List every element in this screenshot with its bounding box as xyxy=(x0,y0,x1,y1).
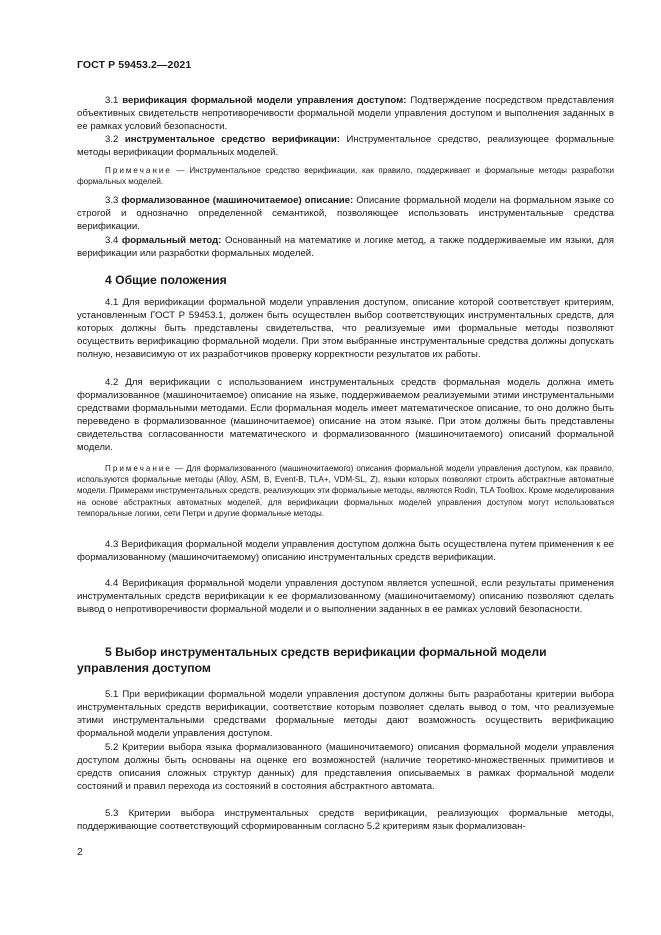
paragraph-4-4: 4.4 Верификация формальной модели управления доступом является успешной, если результаты применения инструментальных средств верификации к ее формализованному (машиночитаемому) описанию позволяют сделать вывод о непротиворечивости формальной модели и о выполнении заданных в ее рамках условий безопасности. xyxy=(77,578,614,615)
paragraph-5-2: 5.2 Критерии выбора языка формализованного (машиночитаемого) описания формальной модели управления доступом должны быть основаны на оценке его возможностей (наличие теоретико-множественных примитивов и средств описания сложных структур данных) для представления описываемых в рамках формальной модели состояний и правил перехода из состояний в состояния абстрактного автомата. xyxy=(77,742,614,792)
note-text: — Для формализованного (машиночитаемого) описания формальной модели управления доступом, как правило, используются формальные методы (Alloy, ASM, B, Event-B, TLA+, VDM-SL, Z), языки которых позволяют строить абстрактные автоматные модели. Примерами инструментальных средств, реализующих эти формальные методы, являются Rodin, TLA Toolbox. Кроме моделирования на основе абстрактных автоматных моделей, для верификации формальных моделей управления доступом могут использоваться темпоральные логики, сети Петри и другие формальные методы. xyxy=(77,464,614,518)
note-2 xyxy=(77,463,614,519)
note-label: Примечание xyxy=(105,166,172,175)
note-1 xyxy=(77,165,614,187)
document-header: ГОСТ Р 59453.2—2021 xyxy=(77,59,192,71)
term-name: верификация формальной модели управления доступом: xyxy=(122,95,407,106)
term-definition: Основанный на математике и логике метод, а также поддерживаемые им языки, для верификации или разработки формальных моделей. xyxy=(77,235,615,259)
note-label: Примечание xyxy=(105,464,172,473)
note-text: — Инструментальное средство верификации, как правило, поддерживает и формальные методы разработки формальных моделей. xyxy=(77,166,614,187)
section-4-heading: 4 Общие положения xyxy=(105,273,227,287)
term-number: 3.4 xyxy=(105,235,119,246)
paragraph-5-1: 5.1 При верификации формальной модели управления доступом должны быть разработаны критерии выбора инструментальных средств верификации, соответствие которым позволяет сделать вывод о том, что реализуемые этими инструментальными средствами формальные методы дают возможность осуществить верификацию формальной модели управления доступом. xyxy=(77,689,614,739)
term-number: 3.2 xyxy=(105,134,119,145)
paragraph-4-3: 4.3 Верификация формальной модели управления доступом должна быть осуществлена путем применения к ее формализованному (машиночитаемому) описанию инструментальных средств верификации. xyxy=(77,539,614,563)
term-3-1 xyxy=(77,94,614,133)
term-definition: Инструментальное средство, реализующее формальные методы верификации формальных моделей. xyxy=(77,134,614,158)
term-3-3 xyxy=(77,194,614,233)
term-definition: Описание формальной модели на формальном языке со строгой и однозначно определенной семантикой, позволяющее использовать инструментальные средства верификации. xyxy=(77,195,614,232)
section-5-heading: 5 Выбор инструментальных средств верификации формальной модели управления доступом xyxy=(77,645,547,675)
term-3-4 xyxy=(77,234,614,260)
term-number: 3.1 xyxy=(105,95,119,106)
term-name: формализованное (машиночитаемое) описание: xyxy=(121,195,354,206)
term-name: формальный метод: xyxy=(121,235,222,246)
paragraph-4-1: 4.1 Для верификации формальной модели управления доступом, описание которой соответствует критериям, установленным ГОСТ Р 59453.1, должен быть осуществлен выбор соответствующих инструментальных средств, для которых должны быть представлены свидетельства, что реализуемые ими формальные методы позволяют осуществить верификацию формальной модели. При этом выбранные инструментальные средства должны допускать полную, независимую от их разработчиков проверку корректности результатов их работы. xyxy=(77,297,614,360)
term-number: 3.3 xyxy=(105,195,119,206)
paragraph-5-3: 5.3 Критерии выбора инструментальных средств верификации, реализующих формальные методы, поддерживающие соответствующий сформированным согласно 5.2 критериям язык формализован- xyxy=(77,808,614,832)
term-3-2 xyxy=(77,133,614,159)
page-number: 2 xyxy=(77,846,83,858)
paragraph-4-2: 4.2 Для верификации с использованием инструментальных средств формальная модель должна иметь формализованное (машиночитаемое) описание на языке, поддерживаемом реализуемыми этими инструментальными средствами формальными методами. Если формальная модель имеет математическое описание, то оно должно быть переведено в формализованное (машиночитаемое) описание на этом языке. При этом должны быть представлены свидетельства согласованности математического и формализованного (машиночитаемого) описаний формальной модели. xyxy=(77,377,614,453)
term-name: инструментальное средство верификации: xyxy=(124,134,341,145)
term-definition: Подтверждение посредством представления объективных свидетельств непротиворечивости формальной модели управления доступом и выполнения заданных в ее рамках условий безопасности. xyxy=(77,95,614,132)
